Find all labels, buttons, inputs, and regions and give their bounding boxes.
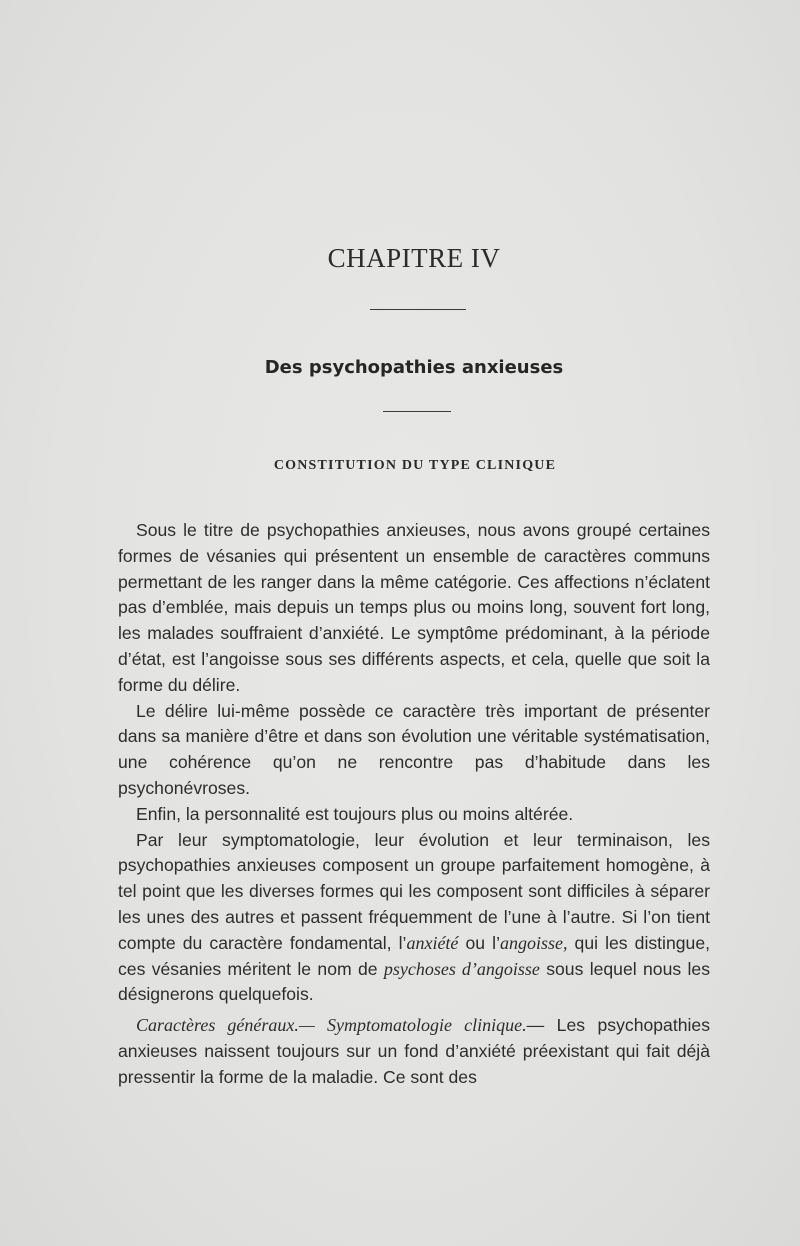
paragraph-1: Sous le titre de psychopathies anxieuses, nous avons groupé certaines formes de vésanies qui présentent un ensemble de caractères communs permettant de les ranger dans la même catégorie. Ces affections n’éclatent pas d’emblée, mais depuis un temps plus ou moins long, souvent fort long, les malades souffraient d’anxiété. Le symptôme prédominant, à la période d’état, est l’angoisse sous ses différents aspects, et cela, quelle que soit la forme du délire. [118, 520, 710, 695]
paragraph-4-italic-anxiete: anxiété [406, 932, 459, 953]
paragraph-4 [118, 828, 710, 1009]
paragraph-4-text-4: sous lequel nous les désignerons quelquefois. [118, 958, 710, 1005]
paragraph-4-text-2: ou l’ [458, 932, 500, 953]
paragraph-5-italic-heading: Caractères généraux.— Symptomatologie clinique. [136, 1015, 527, 1036]
paragraph-4-italic-angoisse: angoisse, [499, 932, 568, 953]
paragraph-4-text-1: Par leur symptomatologie, leur évolution et leur terminaison, les psychopathies anxieuses composent un groupe parfaitement homogène, à tel point que les diverses formes qui les composent sont difficiles à séparer les unes des autres et passent fréquemment de l’une à l’autre. Si l’on tient compte du caractère fondamental, l’ [118, 829, 710, 953]
body-text [118, 518, 710, 1091]
chapter-title: CHAPITRE IV [327, 243, 501, 273]
chapter-divider [370, 309, 466, 310]
paragraph-5 [118, 1013, 710, 1090]
section-title: Des psychopathies anxieuses [264, 357, 564, 378]
paragraph-2: Le délire lui-même possède ce caractère très important de présenter dans sa manière d’être et dans son évolution une véritable systématisation, une cohérence qu’on ne rencontre pas d’habitude dans les psychonévroses. [118, 700, 710, 798]
paragraph-4-italic-psychoses: psychoses d’angoisse [383, 958, 540, 979]
paragraph-4-text-3: qui les distingue, ces vésanies méritent le nom de [118, 932, 710, 979]
paragraph-5-text: — Les psychopathies anxieuses naissent toujours sur un fond d’anxiété préexistant qui fait déjà pressentir la forme de la maladie. Ce sont des [118, 1015, 710, 1087]
section-divider [383, 411, 451, 412]
paragraph-3: Enfin, la personnalité est toujours plus ou moins altérée. [136, 803, 574, 824]
subsection-title: CONSTITUTION DU TYPE CLINIQUE [273, 458, 557, 473]
